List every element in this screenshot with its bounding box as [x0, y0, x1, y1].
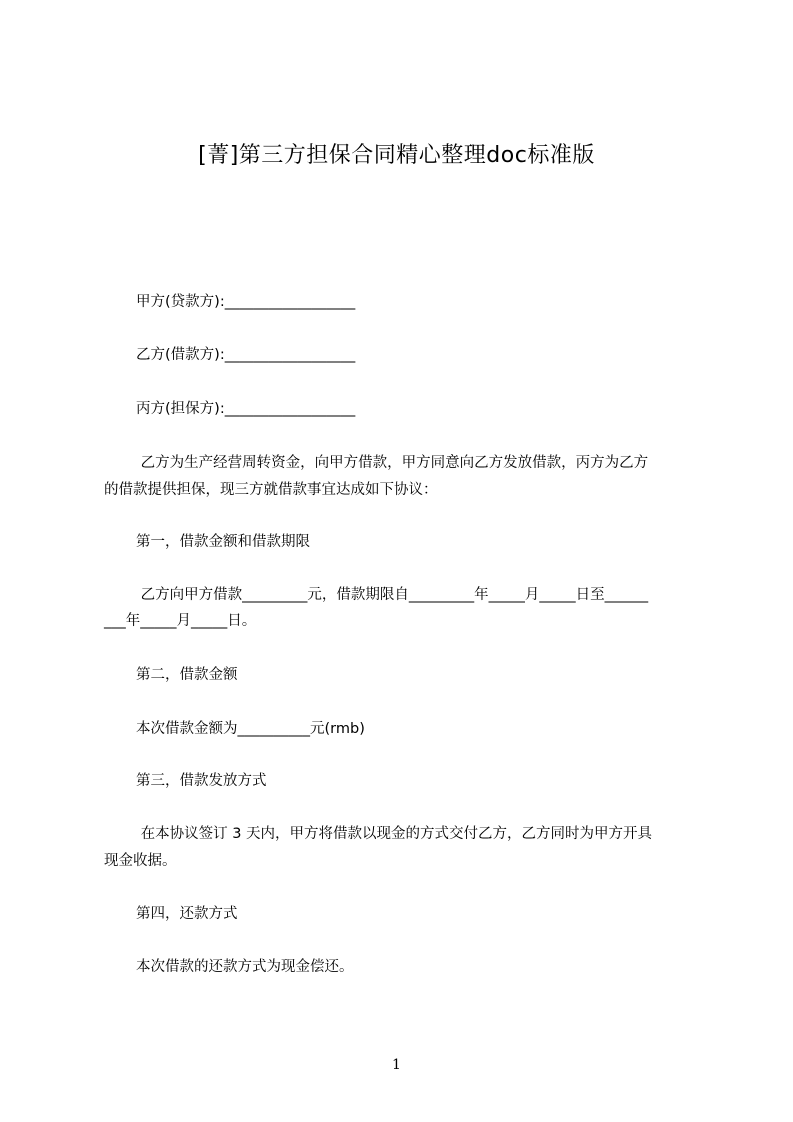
section-3-heading: 第三，借款发放方式 [136, 773, 267, 789]
section-4-heading: 第四，还款方式 [136, 906, 238, 922]
party-guarantor-line: 丙方(担保方):__________________ [136, 401, 356, 417]
section-1-line-1: 乙方向甲方借款_________元，借款期限自_________年_____月_____日至______ [136, 587, 649, 603]
section-3-line-1: 在本协议签订 3 天内，甲方将借款以现金的方式交付乙方，乙方同时为甲方开具 [136, 826, 653, 842]
party-borrower-line: 乙方(借款方):__________________ [136, 347, 356, 363]
party-lender-line: 甲方(贷款方):__________________ [136, 294, 356, 310]
section-1-heading: 第一，借款金额和借款期限 [136, 534, 310, 550]
preamble-line-1: 乙方为生产经营周转资金，向甲方借款，甲方同意向乙方发放借款，丙方为乙方 [136, 455, 649, 471]
section-2-heading: 第二，借款金额 [136, 667, 238, 683]
section-1-line-2: ___年_____月_____日。 [104, 613, 257, 629]
preamble-line-2: 的借款提供担保，现三方就借款事宜达成如下协议： [104, 482, 438, 498]
document-title: [菁]第三方担保合同精心整理doc标准版 [198, 143, 595, 168]
page-number: 1 [392, 1057, 401, 1073]
section-4-line-1: 本次借款的还款方式为现金偿还。 [136, 959, 354, 975]
section-3-line-2: 现金收据。 [104, 853, 177, 869]
section-2-line-1: 本次借款金额为__________元(rmb) [136, 721, 365, 737]
